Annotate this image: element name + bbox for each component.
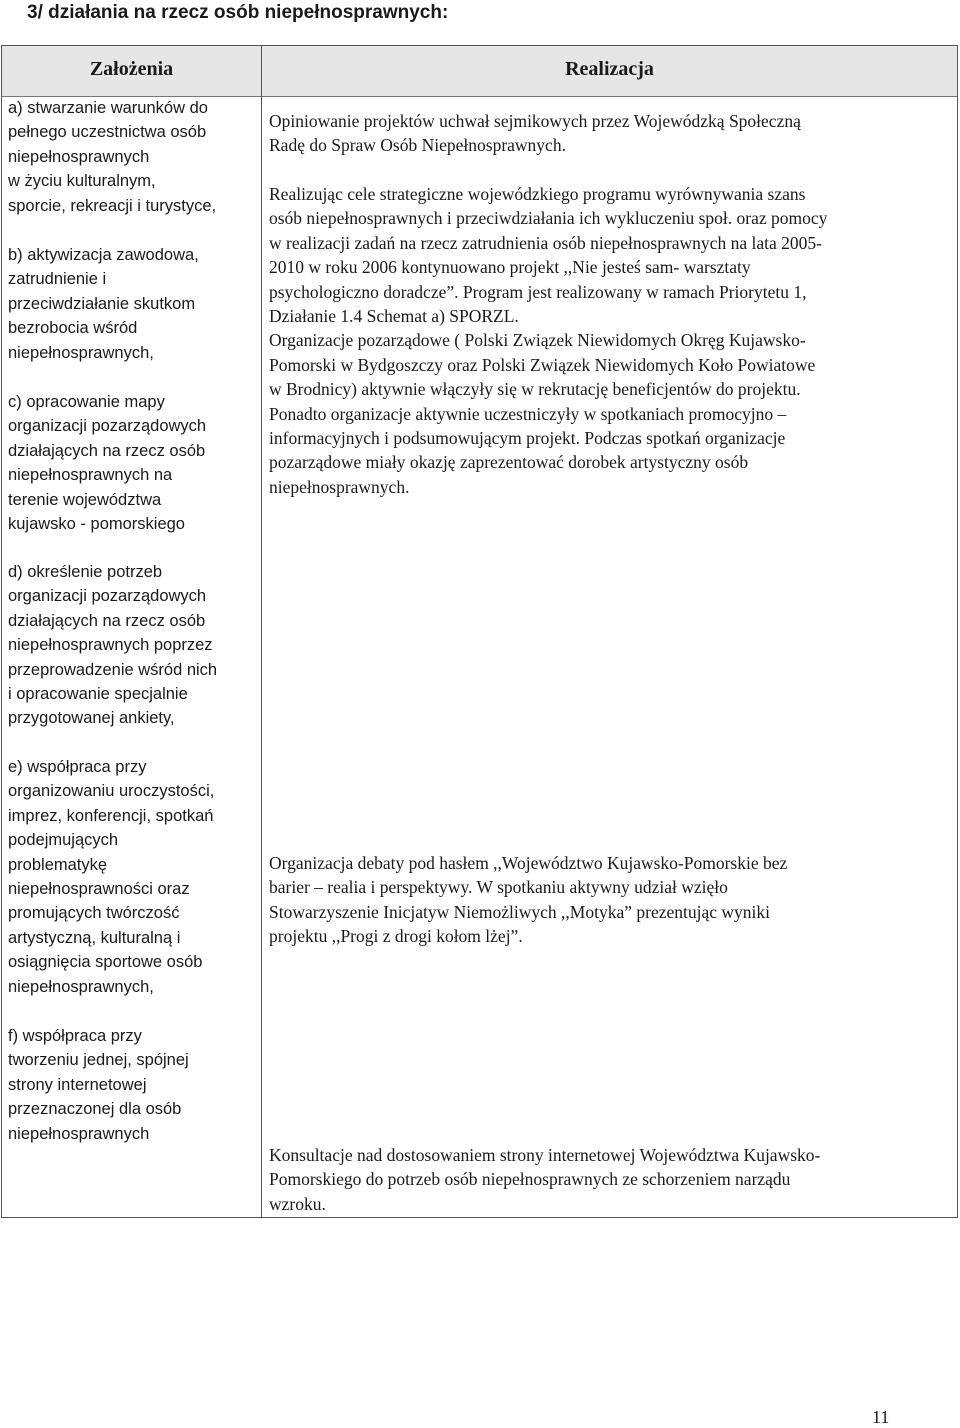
assumption-line: niepełnosprawnych, [8, 977, 154, 996]
assumption-line: bezrobocia wśród [8, 319, 138, 338]
assumption-line: osiągnięcia sportowe osób [8, 953, 203, 972]
implementation-line: Organizacje pozarządowe ( Polski Związek Niewidomych Okręg Kujawsko- [269, 330, 806, 351]
implementation-line: Działanie 1.4 Schemat a) SPORZL. [269, 306, 519, 327]
assumption-d [8, 560, 258, 731]
page-heading: 3/ działania na rzecz osób niepełnosprawnych: [27, 2, 449, 23]
column-divider [261, 46, 262, 1217]
assumption-e [8, 755, 258, 999]
assumption-line: sporcie, rekreacji i turystyce, [8, 196, 217, 215]
header-implementation: Realizacja [565, 58, 654, 80]
implementation-line: projektu ,,Progi z drogi kołom lżej”. [269, 926, 523, 947]
assumption-line: organizowaniu uroczystości, [8, 782, 215, 801]
implementation-line: barier – realia i perspektywy. W spotkaniu aktywny udział wzięło [269, 877, 728, 898]
assumption-line: działających na rzecz osób [8, 611, 206, 630]
implementation-line: Konsultacje nad dostosowaniem strony internetowej Województwa Kujawsko- [269, 1145, 821, 1165]
assumption-line: organizacji pozarządowych [8, 587, 207, 606]
table-header-row [2, 46, 957, 97]
assumption-line: niepełnosprawnych, [8, 343, 154, 362]
implementation-line: Stowarzyszenie Inicjatyw Niemożliwych ,,Motyka” prezentując wyniki [269, 901, 771, 922]
assumption-line: niepełnosprawnych [8, 1124, 150, 1143]
implementation-line: w realizacji zadań na rzecz zatrudnienia osób niepełnosprawnych na lata 2005- [269, 232, 822, 253]
assumption-line: przeciwdziałanie skutkom [8, 294, 196, 313]
assumption-line: c) opracowanie mapy [8, 393, 165, 411]
assumption-line: kujawsko - pomorskiego [8, 515, 185, 534]
assumption-line: b) aktywizacja zawodowa, [8, 246, 199, 264]
implementation-line: Ponadto organizacje aktywnie uczestniczyły w spotkaniach promocyjno – [269, 403, 787, 424]
assumption-line: niepełnosprawnych na [8, 466, 173, 485]
implementation-opinions [269, 109, 949, 158]
implementation-website [269, 1143, 949, 1216]
page-number: 11 [872, 1407, 890, 1427]
assumption-line: terenie województwa [8, 490, 162, 509]
implementation-line: Radę do Spraw Osób Niepełnosprawnych. [269, 135, 566, 156]
implementation-line: 2010 w roku 2006 kontynuowano projekt ,,Nie jesteś sam- warsztaty [269, 257, 751, 278]
assumption-line: niepełnosprawnych poprzez [8, 636, 213, 655]
assumption-line: przeznaczonej dla osób [8, 1100, 182, 1119]
implementation-line: Realizując cele strategiczne wojewódzkiego programu wyrównywania szans [269, 184, 806, 204]
assumption-f [8, 1024, 258, 1146]
implementation-line: psychologiczno doradcze”. Program jest realizowany w ramach Priorytetu 1, [269, 281, 807, 302]
assumption-line: podejmujących [8, 831, 119, 850]
assumption-a [8, 96, 258, 218]
assumption-line: w życiu kulturalnym, [8, 172, 156, 191]
implementation-line: Organizacja debaty pod hasłem ,,Województwo Kujawsko-Pomorskie bez [269, 853, 788, 873]
assumption-line: przeprowadzenie wśród nich [8, 660, 218, 679]
assumption-line: promujących twórczość [8, 904, 180, 923]
header-assumptions: Założenia [89, 58, 174, 80]
implementation-line: w Brodnicy) aktywnie włączyły się w rekrutację beneficjentów do projektu. [269, 379, 801, 400]
assumption-line: f) współpraca przy [8, 1027, 142, 1045]
assumption-line: a) stwarzanie warunków do [8, 99, 208, 117]
implementation-line: Opiniowanie projektów uchwał sejmikowych przez Wojewódzką Społeczną [269, 111, 801, 131]
assumption-c [8, 390, 258, 536]
assumption-line: organizacji pozarządowych [8, 417, 207, 436]
implementation-line: Pomorski w Bydgoszczy oraz Polski Związek Niewidomych Koło Powiatowe [269, 354, 816, 375]
implementation-line: pozarządowe miały okazję zaprezentować dorobek artystyczny osób [269, 452, 749, 473]
implementation-debate [269, 851, 949, 949]
implementation-line: informacyjnych i podsumowującym projekt. Podczas spotkań organizacje [269, 428, 786, 449]
assumption-line: strony internetowej [8, 1075, 147, 1094]
implementation-line: Pomorskiego do potrzeb osób niepełnosprawnych ze schorzeniem narządu [269, 1169, 791, 1190]
assumption-line: działających na rzecz osób [8, 441, 206, 460]
assumption-line: zatrudnienie i [8, 270, 107, 289]
assumption-line: e) współpraca przy [8, 758, 147, 776]
implementation-line: wzroku. [269, 1193, 326, 1214]
measures-table [1, 45, 958, 1218]
implementation-line: osób niepełnosprawnych i przeciwdziałania ich wykluczeniu społ. oraz pomocy [269, 208, 828, 229]
assumption-line: problematykę [8, 855, 108, 874]
assumption-line: i opracowanie specjalnie [8, 685, 188, 704]
assumption-line: niepełnosprawnych [8, 147, 150, 166]
assumption-line: niepełnosprawności oraz [8, 880, 190, 899]
assumption-line: tworzeniu jednej, spójnej [8, 1051, 189, 1070]
implementation-project [269, 182, 949, 499]
assumption-b [8, 243, 258, 365]
assumption-line: d) określenie potrzeb [8, 563, 163, 581]
assumption-line: artystyczną, kulturalną i [8, 928, 181, 947]
assumption-line: imprez, konferencji, spotkań [8, 806, 214, 825]
assumption-line: przygotowanej ankiety, [8, 709, 175, 728]
assumption-line: pełnego uczestnictwa osób [8, 123, 207, 142]
implementation-line: niepełnosprawnych. [269, 476, 410, 497]
